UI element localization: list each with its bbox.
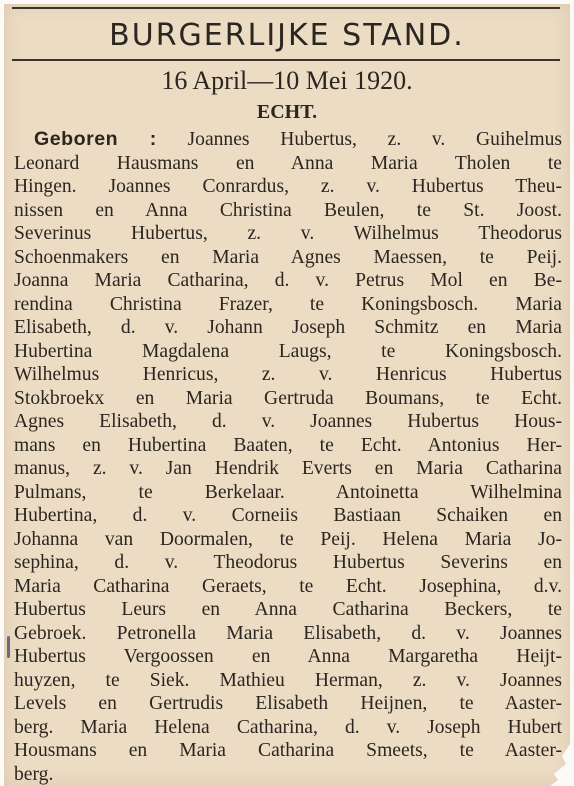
article-line: Severinus Hubertus, z. v. Wilhelmus Theodorus (14, 223, 562, 244)
article-line: Leonard Hausmans en Anna Maria Tholen te (14, 152, 562, 174)
ink-mark (7, 636, 10, 658)
article-line: mans en Hubertina Baaten, te Echt. Antonius Her- (14, 434, 562, 456)
article-line: huyzen, te Siek. Mathieu Herman, z. v. Joannes (14, 669, 562, 691)
article-line: Maria Catharina Geraets, te Echt. Josephina, d.v. (14, 575, 562, 597)
date-range: 16 April—10 Mei 1920. (161, 66, 413, 95)
article-line: Levels en Gertrudis Elisabeth Heijnen, te Aaster- (14, 693, 562, 714)
headline-rule (12, 59, 560, 61)
article-line: Elisabeth, d. v. Johann Joseph Schmitz en Maria (14, 317, 562, 338)
article-line: Geboren : Joannes Hubertus, z. v. Guihelmus (34, 128, 562, 150)
torn-corner (510, 726, 570, 786)
article-line: Hubertina, d. v. Corneiis Bastiaan Schaiken en (14, 505, 562, 526)
article-line: Gebroek. Petronella Maria Elisabeth, d. v. Joannes (14, 622, 562, 644)
newspaper-clipping (4, 4, 570, 786)
article-line: Hubertus Vergoossen en Anna Margaretha Heijt- (14, 646, 562, 667)
place-heading: ECHT. (256, 101, 318, 123)
article-line: Joanna Maria Catharina, d. v. Petrus Mol en Be- (14, 270, 562, 291)
article-line: Stokbroekx en Maria Gertruda Boumans, te Echt. (14, 387, 562, 409)
article-line: berg. (14, 763, 54, 785)
article-line: Hingen. Joannes Conrardus, z. v. Hubertus Theu- (14, 176, 562, 197)
section-label: Geboren : (34, 128, 157, 150)
article-line: Pulmans, te Berkelaar. Antoinetta Wilhelmina (14, 481, 562, 503)
article-line: manus, z. v. Jan Hendrik Everts en Maria Catharina (14, 458, 562, 479)
top-rule (12, 7, 560, 9)
article-line: Johanna van Doormalen, te Peij. Helena Maria Jo- (14, 528, 562, 550)
article-line: Wilhelmus Henricus, z. v. Henricus Hubertus (14, 364, 562, 385)
article-line: sephina, d. v. Theodorus Hubertus Severins en (14, 552, 562, 573)
article-line: Agnes Elisabeth, d. v. Joannes Hubertus Hous- (14, 411, 562, 432)
article-line: berg. Maria Helena Catharina, d. v. Joseph Hubert (14, 716, 562, 738)
article-line: Hubertus Leurs en Anna Catharina Beckers, te (14, 599, 562, 620)
article-line: Housmans en Maria Catharina Smeets, te Aaster- (14, 740, 562, 761)
headline: BURGERLIJKE STAND. (109, 18, 465, 53)
article-line: Hubertina Magdalena Laugs, te Koningsbosch. (14, 340, 562, 362)
article-line: rendina Christina Frazer, te Koningsbosch. Maria (14, 293, 562, 315)
article-body (14, 128, 562, 786)
article-line: nissen en Anna Christina Beulen, te St. Joost. (14, 199, 562, 221)
article-line: Schoenmakers en Maria Agnes Maessen, te Peij. (14, 246, 562, 268)
